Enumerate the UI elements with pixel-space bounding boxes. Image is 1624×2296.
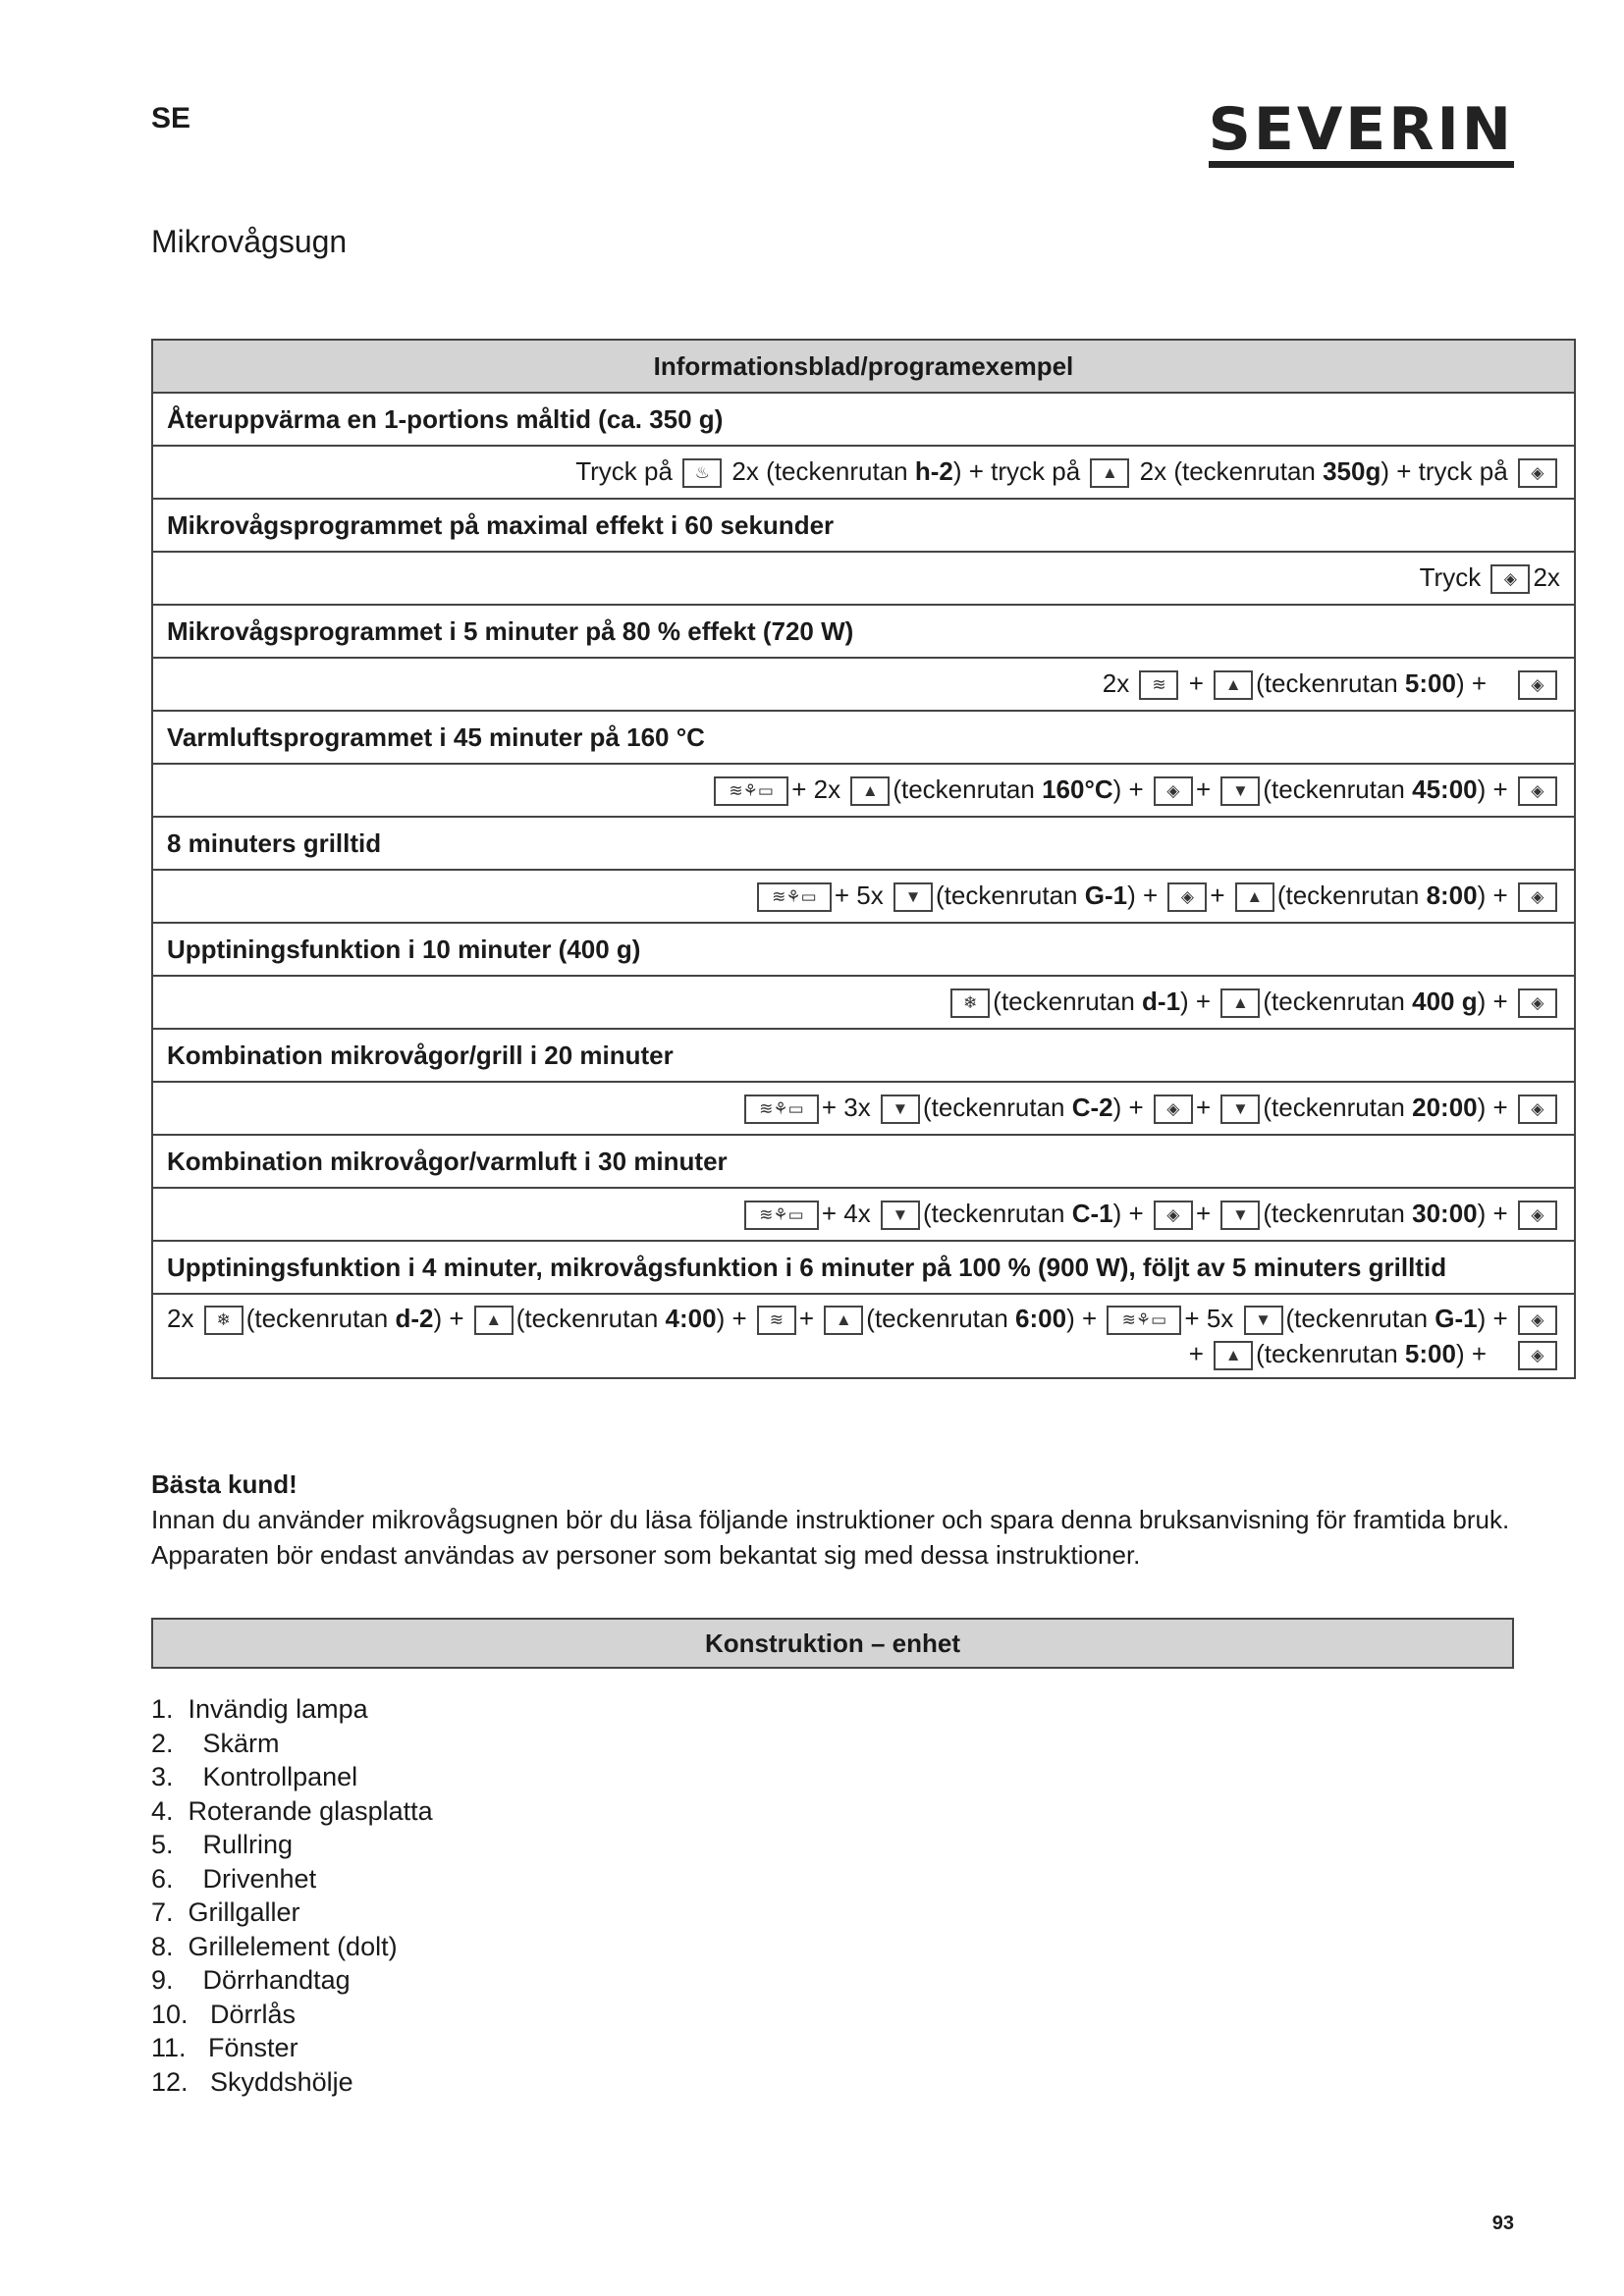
up-auto-menu-button-icon: ▲ <box>474 1306 514 1335</box>
key-sequence: ❄ (teckenrutan d-1) + ▲ (teckenrutan 400 g) + ◈ <box>152 976 1575 1029</box>
microwave-button-icon: ≋ <box>757 1306 796 1335</box>
list-item: 3. Kontrollpanel <box>151 1762 358 1791</box>
page-title: Mikrovågsugn <box>151 224 348 259</box>
row-label: Upptiningsfunktion i 4 minuter, mikrovågsfunktion i 6 minuter på 100 % (900 W), följt av 5 minuters grilltid <box>152 1241 1575 1294</box>
program-examples-table <box>151 339 1576 1379</box>
up-auto-menu-button-icon: ▲ <box>1214 670 1253 700</box>
down-button-icon: ▼ <box>1220 776 1260 806</box>
key-sequence: ≋⚘▭ + 5x ▼ (teckenrutan G-1) + ◈ + ▲ (teckenrutan 8:00) + ◈ <box>152 870 1575 923</box>
row-label: Upptiningsfunktion i 10 minuter (400 g) <box>152 923 1575 976</box>
list-item: 11. Fönster <box>151 2033 298 2062</box>
down-button-icon: ▼ <box>881 1201 920 1230</box>
key-sequence: 2x ❄ (teckenrutan d-2) + ▲ (teckenrutan 4:00) + ≋ + ▲ (teckenrutan 6:00) + ≋⚘▭ + 5x ▼ (teckenrutan G-1) + ◈ + ▲ (teckenrutan 5:00) + ◈ <box>152 1294 1575 1378</box>
page-number: 93 <box>1491 2213 1514 2234</box>
reheat-button-icon: ♨ <box>682 458 722 488</box>
defrost-button-icon: ❄ <box>950 988 990 1018</box>
list-item: 6. Drivenhet <box>151 1863 317 1894</box>
key-sequence: 2x ≋ + ▲ (teckenrutan 5:00) + ◈ <box>152 658 1575 711</box>
menu-button-icon: ≋⚘▭ <box>714 776 788 806</box>
down-button-icon: ▼ <box>893 882 933 912</box>
microwave-button-icon: ≋ <box>1139 670 1178 700</box>
row-label: Mikrovågsprogrammet på maximal effekt i 60 sekunder <box>152 499 1575 552</box>
row-label: Varmluftsprogrammet i 45 minuter på 160 °C <box>152 711 1575 764</box>
start-quick-button-icon: ◈ <box>1518 1306 1557 1335</box>
list-item: 8. Grillelement (dolt) <box>151 1931 398 1961</box>
up-auto-menu-button-icon: ▲ <box>1235 882 1274 912</box>
row-label: 8 minuters grilltid <box>152 817 1575 870</box>
up-auto-menu-button-icon: ▲ <box>1220 988 1260 1018</box>
row-label: Kombination mikrovågor/grill i 20 minuter <box>152 1029 1575 1082</box>
list-item: 2. Skärm <box>151 1728 280 1758</box>
up-auto-menu-button-icon: ▲ <box>850 776 890 806</box>
key-sequence: ≋⚘▭ + 2x ▲ (teckenrutan 160°C) + ◈ + ▼ (teckenrutan 45:00) + ◈ <box>152 764 1575 817</box>
start-quick-button-icon: ◈ <box>1154 1095 1193 1124</box>
list-item: 12. Skyddshölje <box>151 2066 353 2097</box>
table-heading: Informationsblad/programexempel <box>152 340 1575 393</box>
start-quick-button-icon: ◈ <box>1518 882 1557 912</box>
parts-list <box>151 1692 433 2099</box>
language-code: SE <box>151 102 191 134</box>
start-quick-button-icon: ◈ <box>1154 1201 1193 1230</box>
down-button-icon: ▼ <box>1220 1095 1260 1124</box>
start-quick-button-icon: ◈ <box>1518 1341 1557 1370</box>
menu-button-icon: ≋⚘▭ <box>757 882 832 912</box>
start-quick-button-icon: ◈ <box>1518 776 1557 806</box>
up-auto-menu-button-icon: ▲ <box>1090 458 1129 488</box>
menu-button-icon: ≋⚘▭ <box>744 1201 819 1230</box>
greeting-line: Apparaten bör endast användas av personer som bekantat sig med dessa instruktioner. <box>151 1540 1141 1570</box>
key-sequence: Tryck på ♨ 2x (teckenrutan h-2) + tryck på ▲ 2x (teckenrutan 350g) + tryck på ◈ <box>152 446 1575 499</box>
list-item: 1. Invändig lampa <box>151 1694 368 1724</box>
greeting-title: Bästa kund! <box>151 1469 298 1499</box>
start-quick-button-icon: ◈ <box>1518 458 1557 488</box>
start-quick-button-icon: ◈ <box>1518 1201 1557 1230</box>
row-label: Kombination mikrovågor/varmluft i 30 minuter <box>152 1135 1575 1188</box>
down-button-icon: ▼ <box>1220 1201 1260 1230</box>
key-sequence: ≋⚘▭ + 4x ▼ (teckenrutan C-1) + ◈ + ▼ (teckenrutan 30:00) + ◈ <box>152 1188 1575 1241</box>
row-label: Mikrovågsprogrammet i 5 minuter på 80 % effekt (720 W) <box>152 605 1575 658</box>
start-quick-button-icon: ◈ <box>1518 670 1557 700</box>
start-quick-button-icon: ◈ <box>1154 776 1193 806</box>
down-button-icon: ▼ <box>1244 1306 1283 1335</box>
list-item: 9. Dörrhandtag <box>151 1965 351 1995</box>
list-item: 5. Rullring <box>151 1830 294 1859</box>
list-item: 10. Dörrlås <box>151 1999 297 2029</box>
start-quick-button-icon: ◈ <box>1518 1095 1557 1124</box>
up-auto-menu-button-icon: ▲ <box>1214 1341 1253 1370</box>
row-label: Återuppvärma en 1-portions måltid (ca. 350 g) <box>152 393 1575 446</box>
start-quick-button-icon: ◈ <box>1518 988 1557 1018</box>
key-sequence: ≋⚘▭ + 3x ▼ (teckenrutan C-2) + ◈ + ▼ (teckenrutan 20:00) + ◈ <box>152 1082 1575 1135</box>
start-quick-button-icon: ◈ <box>1167 882 1207 912</box>
defrost-button-icon: ❄ <box>204 1306 244 1335</box>
construction-heading: Konstruktion – enhet <box>151 1618 1514 1669</box>
start-quick-button-icon: ◈ <box>1490 564 1530 594</box>
down-button-icon: ▼ <box>881 1095 920 1124</box>
greeting-block <box>151 1467 1526 1573</box>
list-item: 7. Grillgaller <box>151 1897 300 1927</box>
menu-button-icon: ≋⚘▭ <box>1107 1306 1181 1335</box>
up-auto-menu-button-icon: ▲ <box>824 1306 863 1335</box>
list-item: 4. Roterande glasplatta <box>151 1795 433 1826</box>
key-sequence: Tryck ◈ 2x <box>152 552 1575 605</box>
menu-button-icon: ≋⚘▭ <box>744 1095 819 1124</box>
severin-logo: SEVERIN <box>1209 98 1514 168</box>
greeting-line: Innan du använder mikrovågsugnen bör du läsa följande instruktioner och spara denna bruksanvisning för framtida bruk. <box>151 1505 1510 1534</box>
